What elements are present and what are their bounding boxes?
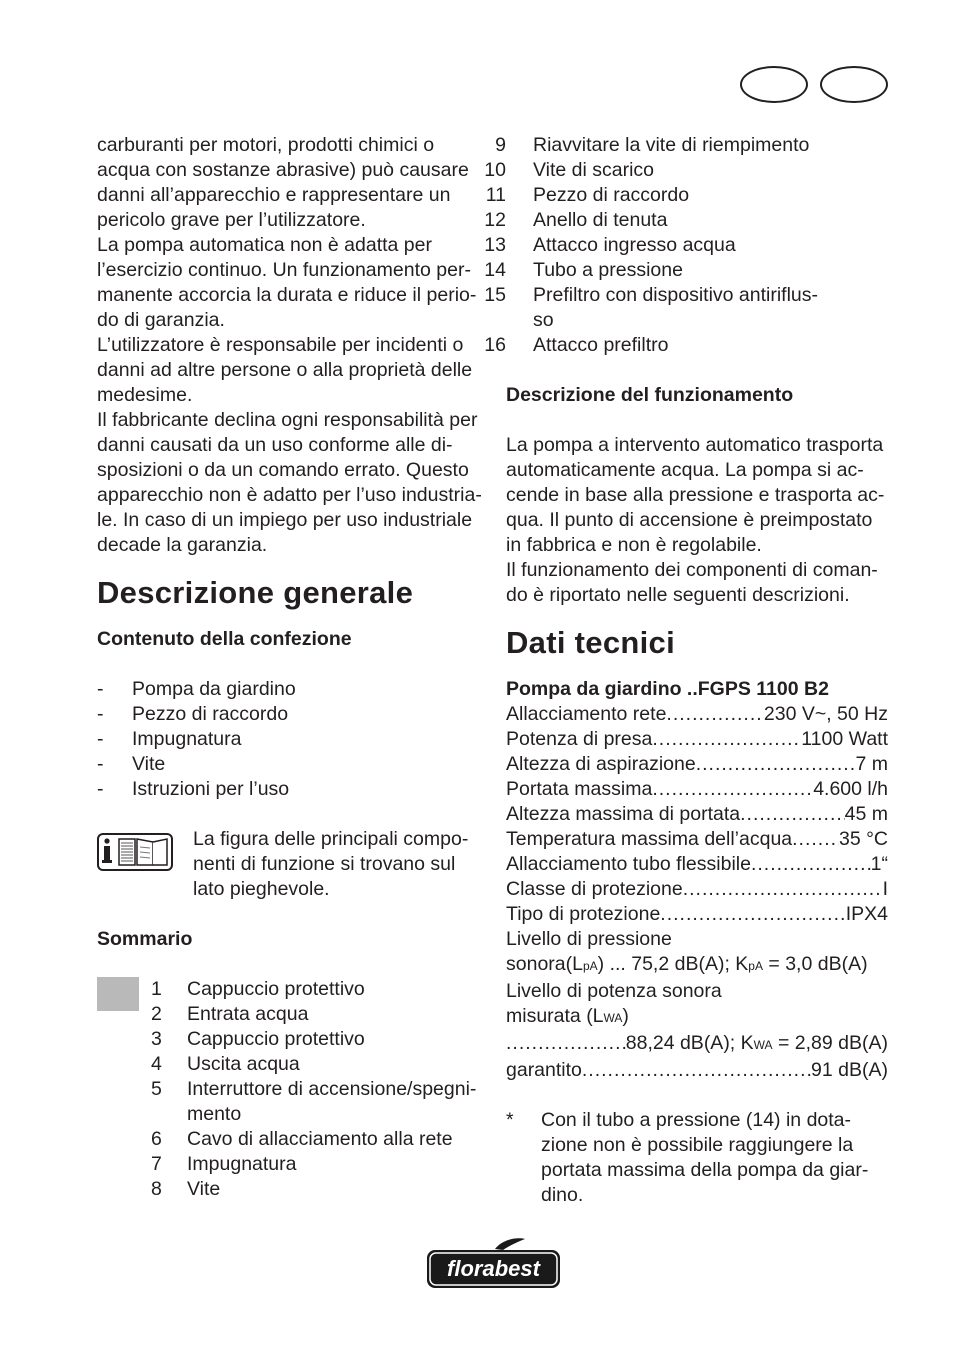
intro-line: acqua con sostanze abrasive) può causare: [97, 159, 469, 181]
info-line: nenti di funzione si trovano sul: [193, 853, 456, 875]
function-line: cende in base alla pressione e trasporta ac-: [506, 484, 885, 506]
model-line: Pompa da giardino ..FGPS 1100 B2: [506, 678, 829, 700]
intro-line: do di garanzia.: [97, 309, 225, 331]
summary-heading: Sommario: [97, 928, 193, 950]
list-item: 14 Tubo a pressione: [484, 259, 683, 281]
list-item: 5 Interruttore di accensione/spegni- mento: [151, 1078, 477, 1125]
summary-list-continued: [442, 133, 888, 358]
intro-line: danni all’apparecchio e rappresentare un: [97, 184, 451, 206]
function-line: qua. Il punto di accensione è preimpostato: [506, 509, 873, 531]
list-item: 7 Impugnatura: [151, 1153, 297, 1175]
svg-text:florabest: florabest: [447, 1256, 540, 1281]
intro-line: le. In caso di un impiego per uso industriale: [97, 509, 473, 531]
spec-row: Portata massima ..... 4.600 l/h: [506, 777, 888, 802]
contents-list: [97, 677, 482, 802]
intro-text: [97, 133, 482, 558]
spec-label: Livello di pressione: [506, 928, 672, 950]
intro-line: pericolo grave per l’utilizzatore.: [97, 209, 366, 231]
contents-heading: Contenuto della confezione: [97, 628, 352, 650]
list-item: 1 Cappuccio protettivo: [151, 978, 365, 1000]
list-item: 10 Vite di scarico: [484, 159, 655, 181]
spec-row: Allacciamento rete ..... 230 V~, 50 Hz: [506, 702, 888, 727]
info-text: [193, 827, 468, 902]
list-item: - Impugnatura: [97, 728, 242, 750]
gray-marker-box: [97, 977, 139, 1011]
intro-line: danni causati da un uso conforme alle di-: [97, 434, 453, 456]
footnote: * Con il tubo a pressione (14) in dota- zione non è possibile raggiungere la portata massima della pompa da giar- dino.: [506, 1109, 869, 1206]
info-line: La figura delle principali compo-: [193, 828, 469, 850]
info-fold-out-icon: [97, 833, 173, 871]
intro-line: danni ad altre persone o alla proprietà delle: [97, 359, 473, 381]
footnote-line: portata massima della pompa da giar-: [541, 1159, 869, 1181]
section-title-descrizione-generale: Descrizione generale: [97, 575, 414, 610]
summary-list: [97, 977, 482, 1202]
intro-line: decade la garanzia.: [97, 534, 268, 556]
info-line: lato pieghevole.: [193, 878, 330, 900]
list-item: 11 Pezzo di raccordo: [485, 184, 690, 206]
list-item: 2 Entrata acqua: [151, 1003, 309, 1025]
spec-row: Tipo di protezione ..... IPX4: [506, 902, 888, 927]
intro-line: manente accorcia la durata e riduce il perio-: [97, 284, 477, 306]
function-line: La pompa a intervento automatico trasporta: [506, 434, 884, 456]
spec-label: misurata (LWA): [506, 1005, 629, 1027]
function-heading: Descrizione del funzionamento: [506, 384, 794, 406]
list-item: 16 Attacco prefiltro: [484, 334, 669, 356]
function-line: in fabbrica e non è regolabile.: [506, 534, 762, 556]
list-item: 9 Riavvitare la vite di riempimento: [495, 134, 810, 156]
list-item: 8 Vite: [151, 1178, 221, 1200]
list-item: 6 Cavo di allacciamento alla rete: [151, 1128, 453, 1150]
language-oval-1: [740, 66, 808, 103]
spec-row: Classe di protezione ..... I: [506, 877, 888, 902]
intro-line: La pompa automatica non è adatta per: [97, 234, 432, 256]
intro-line: sposizioni o da un comando errato. Questo: [97, 459, 469, 481]
list-item: - Pezzo di raccordo: [97, 703, 289, 725]
list-item: - Pompa da giardino: [97, 678, 296, 700]
info-note: [97, 827, 482, 902]
list-item: 4 Uscita acqua: [151, 1053, 300, 1075]
spec-row: Allacciamento tubo flessibile ..... 1“: [506, 852, 888, 877]
spec-row: ..... 88,24 dB(A); KWA = 2,89 dB(A): [506, 1031, 888, 1058]
language-tabs: [740, 66, 890, 106]
right-column: [484, 133, 888, 1208]
tech-specs: [506, 677, 888, 1083]
section-title-dati-tecnici: Dati tecnici: [506, 625, 675, 660]
intro-line: l’esercizio continuo. Un funzionamento per-: [97, 259, 471, 281]
language-oval-2: [820, 66, 888, 103]
intro-line: L’utilizzatore è responsabile per incidenti o: [97, 334, 464, 356]
list-item: 3 Cappuccio protettivo: [151, 1028, 365, 1050]
footnote-line: Con il tubo a pressione (14) in dota-: [541, 1109, 852, 1131]
spec-row: Potenza di presa ..... 1100 Watt: [506, 727, 888, 752]
spec-label: Livello di potenza sonora: [506, 980, 722, 1002]
function-text: [506, 433, 888, 608]
spec-row: Altezza di aspirazione ..... 7 m: [506, 752, 888, 777]
footnote-line: zione non è possibile raggiungere la: [541, 1134, 854, 1156]
intro-line: medesime.: [97, 384, 193, 406]
spec-sound-pressure: sonora(LpA) ... 75,2 dB(A); KpA = 3,0 dB(A): [506, 953, 868, 975]
left-column: [97, 133, 482, 1202]
spec-row: Temperatura massima dell’acqua ..... 35 °C: [506, 827, 888, 852]
intro-line: carburanti per motori, prodotti chimici o: [97, 134, 435, 156]
list-item: - Vite: [97, 753, 166, 775]
spec-row: Altezza massima di portata ..... 45 m: [506, 802, 888, 827]
list-item: 13 Attacco ingresso acqua: [484, 234, 736, 256]
florabest-logo: [425, 1236, 562, 1290]
footnote-line: dino.: [541, 1184, 584, 1206]
function-line: Il funzionamento dei componenti di coman-: [506, 559, 878, 581]
function-line: do è riportato nelle seguenti descrizioni.: [506, 584, 850, 606]
list-item: - Istruzioni per l’uso: [97, 778, 290, 800]
function-line: automaticamente acqua. La pompa si ac-: [506, 459, 864, 481]
spec-row: garantito ..... 91 dB(A): [506, 1058, 888, 1083]
list-item: 15 Prefiltro con dispositivo antiriflus- so: [484, 284, 819, 331]
intro-line: Il fabbricante declina ogni responsabilità per: [97, 409, 478, 431]
list-item: 12 Anello di tenuta: [484, 209, 668, 231]
intro-line: apparecchio non è adatto per l’uso industria-: [97, 484, 482, 506]
